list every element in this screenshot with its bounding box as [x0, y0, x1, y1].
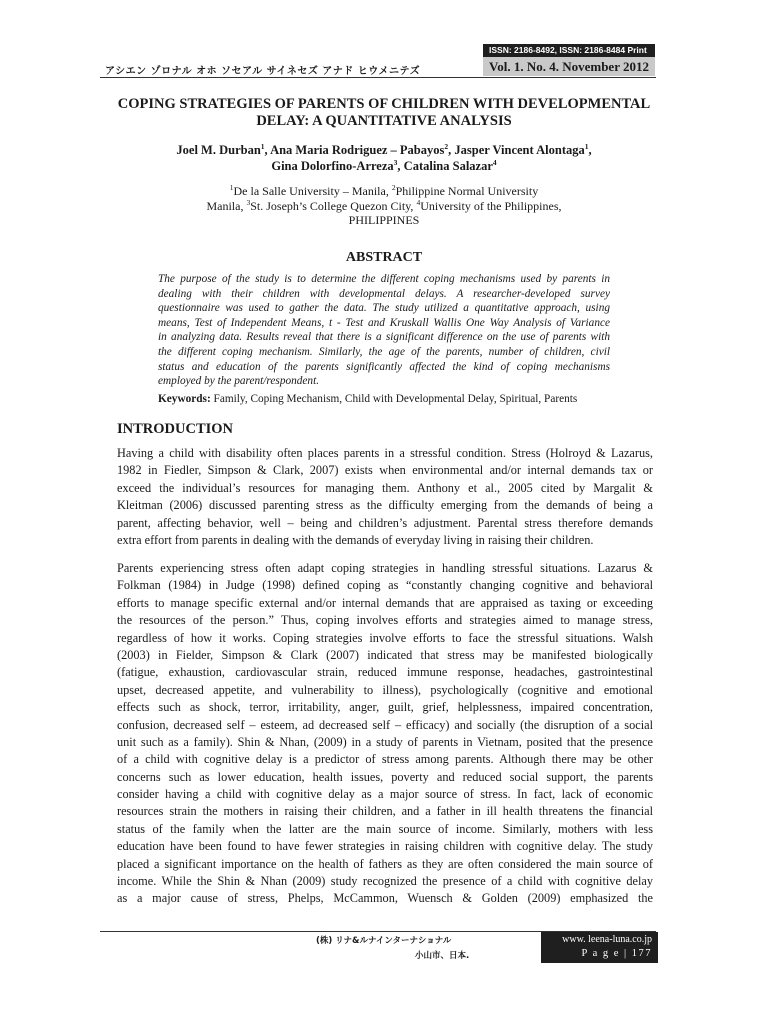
text-line: Folkman (1984) in Judge (1998) defined coping as “constantly changing cognitive and behavioral [117, 578, 653, 593]
section-heading-introduction: INTRODUCTION [117, 421, 234, 437]
affiliation-2: Philippine Normal University [395, 184, 539, 198]
author-mark: 4 [492, 157, 497, 167]
abstract-heading: ABSTRACT [345, 250, 423, 265]
text-line: effects such as shock, terror, irritability, anger, guilt, grief, helplessness, impaired concentration, [117, 700, 653, 715]
affil-mark: 1 [229, 183, 234, 192]
volume-banner: Vol. 1. No. 4. November 2012 [483, 57, 655, 76]
text-line: 1982 in Fiedler, Simpson & Clark, 2007) exists when environmental and/or internal demands tax or [117, 463, 653, 478]
text-line: Kleitman (2006) discussed parenting stress as the difficulty emerging from the demands of being a [117, 498, 653, 513]
text-line: education have been found to have fewer strategies in raising children with cognitive delay. The study [117, 839, 653, 854]
text-line: extra effort from parents in dealing with the demands of everyday living in raising their children. [117, 532, 594, 547]
affil-mark: 2 [391, 183, 396, 192]
text-line: (2003) in Fielder, Simpson & Clark (2007) indicated that stress may be manifested biologically [117, 647, 653, 662]
text-line: unit such as a family). Shin & Nhan, (2009) in a study of parents in Vietnam, posited that the presence [117, 734, 653, 749]
affiliation-city: Manila, [206, 198, 247, 213]
issn-banner: ISSN: 2186-8492, ISSN: 2186-8484 Print [483, 44, 655, 57]
keywords [158, 392, 618, 406]
publisher-url[interactable]: www. leena-luna.co.jp [562, 934, 652, 945]
text-line: (fatigue, exhaustion, cardiovascular strain, reduced immune response, headaches, gastrointestinal [117, 665, 653, 680]
keywords-list: Family, Coping Mechanism, Child with Developmental Delay, Spiritual, Parents [210, 393, 578, 405]
affil-mark: 4 [416, 197, 421, 207]
journal-name: アシエン ゾロナル オホ ソセアル サイネセズ アナド ヒウメニテズ [105, 66, 421, 77]
publisher-city: 小山市、日本. [415, 951, 470, 961]
text-line: placed a significant importance on the health of fathers as they are often considered the main source of [117, 856, 653, 871]
author-name: Ana Maria Rodriguez – Pabayos [270, 143, 445, 157]
author-mark: 1 [584, 141, 589, 151]
affiliations [100, 184, 668, 228]
text-line: Parents experiencing stress often adapt coping strategies in handling stressful situations. Lazarus & [117, 561, 653, 575]
text-line: consider having a child with cognitive delay as a major source of stress. In fact, lack of economic [117, 787, 653, 802]
publisher-name: (株) リナ&ルナインターナショナル [316, 936, 452, 946]
paragraph-1 [117, 445, 653, 549]
affil-mark: 3 [246, 197, 251, 207]
footer-banner [541, 932, 658, 963]
author-name: Gina Dolorfino-Arreza [271, 159, 394, 173]
abstract-line: dealing with their children with developmental delays. A researcher-developed survey [158, 287, 610, 300]
text-line: parent, affecting behavior, well – being and children’s adjustment. Parental stress therefore demands [117, 515, 653, 530]
abstract-line: in analyzing data. Results reveal that there is a significant difference on the use of parents with [158, 331, 610, 344]
text-line: income. While the Shin & Nhan (2009) study recognized the presence of a child with cognitive delay [117, 874, 653, 889]
article-title [100, 96, 668, 130]
text-line: the resources of the person.” Thus, coping involves efforts and strategies aimed to manage stress, [117, 613, 653, 628]
author-mark: 1 [260, 141, 265, 151]
author-name: Joel M. Durban [176, 143, 261, 157]
affiliation-4: University of the Philippines, [420, 198, 562, 213]
affiliation-country: PHILIPPINES [348, 213, 420, 227]
abstract-line: status and education of the parents significantly affected the kind of coping mechanisms [158, 360, 610, 373]
text-line: of a child with cognitive delay is a predictor of stress among parents. Although there may be other [117, 752, 653, 767]
keywords-label: Keywords: [158, 393, 211, 405]
abstract-body [158, 272, 610, 389]
title-line-2: DELAY: A QUANTITATIVE ANALYSIS [256, 113, 512, 129]
paragraph-2 [117, 560, 653, 908]
text-line: exceed the individual’s resources for managing them. Anthony et al., 2005 cited by Margalit & [117, 480, 653, 495]
text-line: confusion, decreased self – esteem, ad decreased self – efficacy) and socially (the disruption of a social [117, 717, 653, 732]
author-mark: 2 [444, 141, 449, 151]
author-separator: , [264, 143, 271, 157]
text-line: efforts to manage specific external and/or internal demands that are appraised as taxing or exceeding [117, 595, 653, 610]
author-mark: 3 [393, 157, 398, 167]
text-line: resources strain the mothers in raising their children, and a father in ill health threatens the financial [117, 804, 653, 819]
text-line: concerns such as lower education, health issues, poverty and reduced social support, the parents [117, 769, 653, 784]
author-name: Jasper Vincent Alontaga [454, 143, 585, 157]
text-line: as a major cause of stress, Phelps, McCammon, Wuensch & Golden (2009) emphasized the [117, 891, 653, 906]
text-line: status of the family when the latter are the main source of income. Similarly, mothers with less [117, 821, 653, 836]
header-divider [100, 77, 656, 78]
text-line: regardless of how it works. Coping strategies involve efforts to face the stressful situations. Walsh [117, 630, 653, 645]
author-separator: , [448, 143, 455, 157]
title-line-1: COPING STRATEGIES OF PARENTS OF CHILDREN WITH DEVELOPMENTAL [117, 96, 651, 112]
abstract-line: means, Test of Independent Means, t - Test and Kruskall Wallis One Way Analysis of Variance [158, 316, 610, 329]
author-list [100, 142, 668, 174]
abstract-line: The purpose of the study is to determine the different coping mechanisms used by parents in [158, 273, 610, 285]
page-number: P a g e | 177 [581, 948, 652, 959]
author-name: Catalina Salazar [403, 159, 493, 173]
abstract-line: questionnaire was used to gather the data. The study utilized a quantitative approach, using [158, 302, 610, 315]
affiliation-1: De la Salle University – Manila, [233, 184, 392, 198]
abstract-line: the different coping mechanism. Similarly, the age of the parents, number of children, civil [158, 345, 610, 358]
author-separator: , [588, 143, 592, 157]
affiliation-3: St. Joseph’s College Quezon City, [250, 198, 417, 213]
abstract-line: employed by the parent/respondent. [158, 375, 320, 388]
text-line: upset, decreased appetite, and vulnerability to illness), psychologically (cognitive and emotional [117, 682, 653, 697]
author-separator: , [397, 159, 404, 173]
text-line: Having a child with disability often places parents in a stressful condition. Stress (Holroyd & Lazarus, [117, 446, 653, 460]
